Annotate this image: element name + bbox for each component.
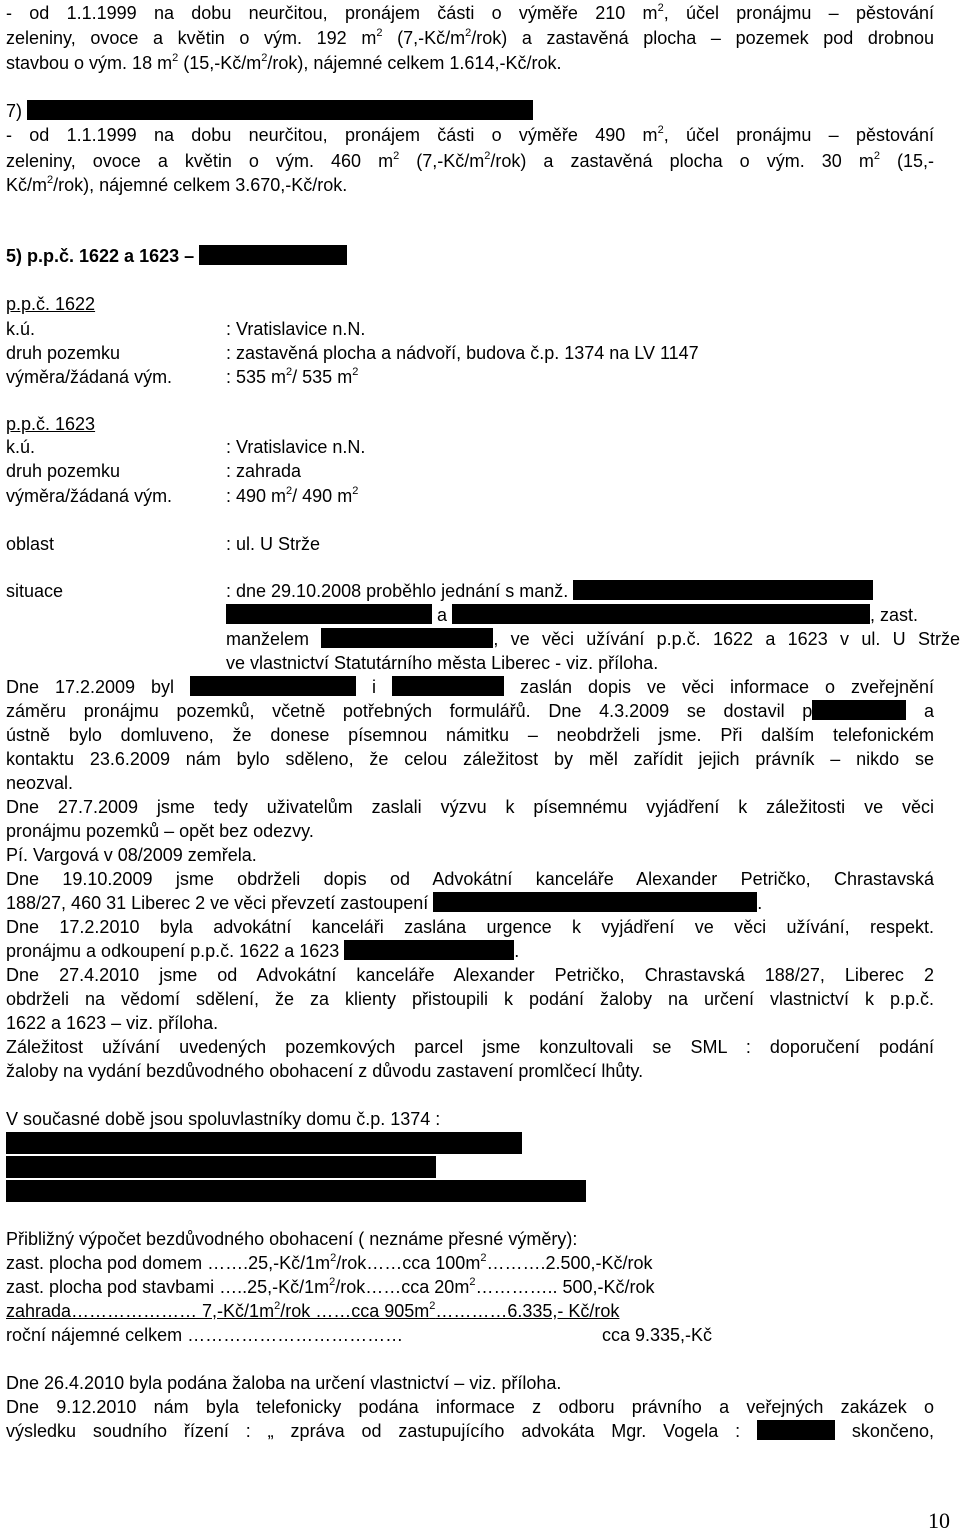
calc-row: zast. plocha pod domem $\dots\dots.25,-Kč/1m^2/rok\dots\dots cca$ $100m^2\dots\dots\dots.2.500,-Kč$/rok: [6, 1252, 653, 1273]
text-line: ústně bylo domluveno, že donese písemnou námitku – neobdrželi jsme. Při dalším telefonickém: [6, 725, 934, 745]
parcel-title: p.p.č. 1623: [6, 414, 96, 434]
page-number: 10: [928, 1508, 950, 1533]
redaction: [226, 604, 432, 624]
text-line: stavbou o vým. 18 $m^2$ $(15,-Kč/m^2/rok)$, nájemné celkem 1.614,-Kč/rok.: [6, 52, 562, 73]
field-value: : dne 29.10.2008 proběhlo jednání s manž.: [226, 580, 873, 602]
field-value: : Vratislavice n.N.: [226, 437, 366, 457]
text-line: pronájmu a odkoupení p.p.č. 1622 a 1623 .: [6, 941, 520, 961]
text-line: Dne 9.12.2010 nám byla telefonicky podána informace z odboru právního a veřejných zakázek o: [6, 1397, 934, 1417]
field-label: k.ú.: [6, 437, 36, 457]
redaction: [199, 245, 347, 265]
owner-redacted: [6, 1156, 436, 1180]
redaction: [812, 700, 906, 720]
calc-row: zahrada………………… $7,-Kč/1m^2$/rok ……cca $905m^2\dots\dots\dots\dots 6.335,-$ Kč/rok: [6, 1300, 620, 1321]
text-line: žaloby na vydání bezdůvodného obohacení z důvodu zastavení promlčecí lhůty.: [6, 1061, 644, 1081]
calc-total-value: cca 9.335,-Kč: [602, 1325, 713, 1345]
redaction: [190, 676, 356, 696]
redaction: [573, 580, 873, 600]
calc-row: zast. plocha pod stavbami $\dots..25,-Kč/1m^2/rok\dots\dots cca$ $20m^2\dots\dots\dots\dots$.. 500,-Kč/rok: [6, 1276, 655, 1297]
text-line: Záležitost užívání uvedených pozemkových parcel jsme konzultovali se SML : doporučení podání: [6, 1037, 934, 1057]
redaction: [452, 604, 870, 624]
text-line: - od 1.1.1999 na dobu neurčitou, pronájem části o výměře 490 $m^2$, účel pronájmu – pěstování: [6, 124, 934, 145]
item-number: 7): [6, 100, 533, 122]
text-line: kontaktu 23.6.2009 nám bylo sděleno, že celou záležitost by měl zařídit jejich právník – nikdo se: [6, 749, 934, 769]
field-value: manželem , ve věci užívání p.p.č. 1622 a 1623 v ul. U Strže: [226, 629, 960, 649]
text-line: zeleniny, ovoce a květin o vým. 192 $m^2$ $(7,-Kč/m^2/rok)$ a zastavěná plocha – pozemek pod drobnou: [6, 27, 934, 48]
text-line: Dne 26.4.2010 byla podána žaloba na určení vlastnictví – viz. příloha.: [6, 1373, 562, 1393]
text-line: výsledku soudního řízení : „ zpráva od zastupujícího advokáta Mgr. Vogela : skončeno,: [6, 1421, 934, 1441]
text-line: - od 1.1.1999 na dobu neurčitou, pronájem části o výměře 210 $m^2$, účel pronájmu – pěstování: [6, 2, 934, 23]
parcel-title: p.p.č. 1622: [6, 294, 96, 314]
field-value: : ul. U Strže: [226, 534, 321, 554]
calc-total-label: roční nájemné celkem ………………………………: [6, 1325, 404, 1345]
field-value: a , zast.: [226, 604, 918, 626]
redaction: [392, 676, 504, 696]
field-value: : zastavěná plocha a nádvoří, budova č.p. 1374 na LV 1147: [226, 343, 699, 363]
text-line: obdrželi na vědomí sdělení, že za klienty přistoupili k podání žaloby na určení vlastnictví k p.p.č.: [6, 989, 934, 1009]
text-line: 188/27, 460 31 Liberec 2 ve věci převzetí zastoupení .: [6, 893, 763, 913]
text-line: pronájmu pozemků – opět bez odezvy.: [6, 821, 314, 841]
field-label: k.ú.: [6, 319, 36, 339]
field-label: výměra/žádaná vým.: [6, 486, 173, 506]
text-line: Pí. Vargová v 08/2009 zemřela.: [6, 845, 257, 865]
field-label: situace: [6, 581, 64, 601]
text-line: Dne 17.2.2009 byl i zaslán dopis ve věci informace o zveřejnění: [6, 677, 934, 697]
redaction: [6, 1132, 522, 1154]
text-line: Dne 19.10.2009 jsme obdrželi dopis od Advokátní kanceláře Alexander Petričko, Chrastavská: [6, 869, 934, 889]
field-value: : zahrada: [226, 461, 302, 481]
text-line: neozval.: [6, 773, 74, 793]
owner-redacted: [6, 1132, 522, 1156]
field-label: výměra/žádaná vým.: [6, 367, 173, 387]
text-line: Dne 27.4.2010 jsme od Advokátní kanceláře Alexander Petričko, Chrastavská 188/27, Liberec 2: [6, 965, 934, 985]
field-value: : 490 $m^2/$ 490 $m^2$: [226, 485, 359, 506]
redaction: [321, 628, 493, 648]
redaction: [27, 100, 533, 120]
field-label: oblast: [6, 534, 55, 554]
redaction: [6, 1156, 436, 1178]
text-line: záměru pronájmu pozemků, včetně potřebných formulářů. Dne 4.3.2009 se dostavil p a: [6, 701, 934, 721]
text-line: 1622 a 1623 – viz. příloha.: [6, 1013, 219, 1033]
field-value: : Vratislavice n.N.: [226, 319, 366, 339]
redaction: [757, 1420, 835, 1440]
redaction: [6, 1180, 586, 1202]
field-value: : 535 $m^2/$ 535 $m^2$: [226, 366, 359, 387]
text-line: $Kč/m^2/rok$), nájemné celkem 3.670,-Kč/rok.: [6, 174, 348, 195]
calc-heading: Přibližný výpočet bezdůvodného obohacení ( neznáme přesné výměry):: [6, 1229, 578, 1249]
field-label: druh pozemku: [6, 461, 121, 481]
field-label: druh pozemku: [6, 343, 121, 363]
text-line: Dne 27.7.2009 jsme tedy uživatelům zaslali výzvu k písemnému vyjádření k záležitosti ve věci: [6, 797, 934, 817]
text-line: Dne 17.2.2010 byla advokátní kanceláři zaslána urgence k vyjádření ve věci užívání, respekt.: [6, 917, 934, 937]
text-line: zeleniny, ovoce a květin o vým. 460 $m^2$ $(7,-Kč/m^2/rok)$ a zastavěná plocha o vým. 30 $m^2$ (15,-: [6, 150, 934, 171]
section-heading: 5) p.p.č. 1622 a 1623 –: [6, 245, 347, 267]
field-value: ve vlastnictví Statutárního města Liberec - viz. příloha.: [226, 653, 659, 673]
redaction: [433, 892, 757, 912]
owner-redacted: [6, 1180, 586, 1204]
redaction: [344, 940, 514, 960]
owners-heading: V současné době jsou spoluvlastníky domu č.p. 1374 :: [6, 1109, 441, 1129]
